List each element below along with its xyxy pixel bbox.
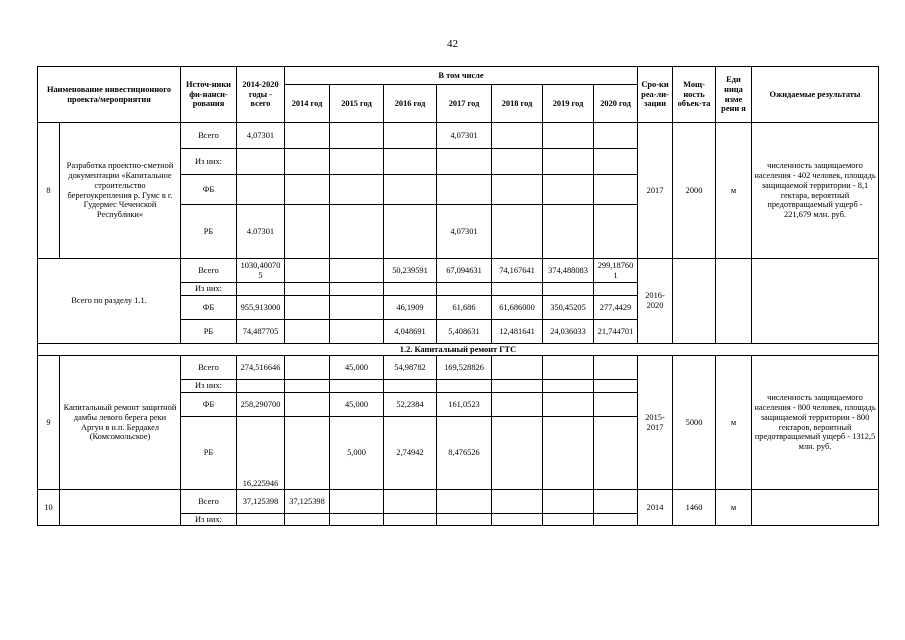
value-2017: 161,0523 [437,393,492,417]
project-name: Разработка проектно-сметной документации «Капитальное строительство берегоукрепления р. Гумс в г. Гудермес Чеченской Республики» [60,123,181,259]
value-2019: 24,036033 [543,320,594,344]
value-2017: 5,408631 [437,320,492,344]
source-incl: Из них: [181,283,237,296]
project-unit: м [716,123,752,259]
header-total: 2014-2020 годы - всего [237,67,285,123]
value-2018: 74,167641 [492,259,543,283]
source-all: Всего [181,259,237,283]
header-year-2015: 2015 год [330,85,384,123]
value-2015: 45,000 [330,393,384,417]
header-row [38,67,879,85]
project-result: численность защищаемого населения - 800 человек, площадь защищаемой территории - 800 гектаров, вероятный предотвращаемый ущерб - 1312,5 млн. руб. [752,356,879,490]
value-total: 74,487705 [237,320,285,344]
source-incl: Из них: [181,380,237,393]
value-2019: 350,45205 [543,296,594,320]
value-2020: 299,187601 [594,259,638,283]
table-row [38,490,879,514]
value-total: 1030,400705 [237,259,285,283]
value-2015: 5,000 [330,417,384,490]
section-term: 2016-2020 [638,259,673,344]
value-2016: 52,2384 [384,393,437,417]
value-2019: 374,488083 [543,259,594,283]
project-capacity: 5000 [673,356,716,490]
header-year-2020: 2020 год [594,85,638,123]
source-fb: ФБ [181,175,237,205]
value-2017: 169,528826 [437,356,492,380]
project-name: Капитальный ремонт защитной дамбы левого берега реки Аргун в н.п. Бердакел (Комсомольское) [60,356,181,490]
value-total: 274,516646 [237,356,285,380]
header-unit: Еди ница изме рени я [716,67,752,123]
section-heading: 1.2. Капитальный ремонт ГТС [38,344,879,356]
value-2014: 37,125398 [285,490,330,514]
header-year-2017: 2017 год [437,85,492,123]
table-row [38,356,879,380]
value-2017: 67,094631 [437,259,492,283]
value-total: 258,290700 [237,393,285,417]
value-2016: 54,98782 [384,356,437,380]
investment-table [37,66,879,526]
value-2017: 4,07301 [437,123,492,149]
project-capacity: 1460 [673,490,716,526]
value-2017: 61,686 [437,296,492,320]
source-incl: Из них: [181,514,237,526]
value-2015: 45,000 [330,356,384,380]
header-name: Наименование инвестиционного проекта/мероприятия [38,67,181,123]
value-total: 955,913000 [237,296,285,320]
value-2016: 50,239591 [384,259,437,283]
table-row [38,259,879,283]
project-unit: м [716,356,752,490]
value-2016: 2,74942 [384,417,437,490]
source-fb: ФБ [181,393,237,417]
value-2018: 61,686000 [492,296,543,320]
project-term: 2017 [638,123,673,259]
section-heading-row [38,344,879,356]
project-number: 10 [38,490,60,526]
value-2016: 46,1909 [384,296,437,320]
value-2020: 21,744701 [594,320,638,344]
value-2017: 4,07301 [437,205,492,259]
project-number: 9 [38,356,60,490]
page-number: 42 [447,38,458,50]
header-year-2014: 2014 год [285,85,330,123]
header-terms: Сро-ки реа-ли-зации [638,67,673,123]
project-term: 2015-2017 [638,356,673,490]
value-total: 4.07301 [237,205,285,259]
table-row [38,123,879,149]
source-all: Всего [181,123,237,149]
source-rb: РБ [181,205,237,259]
project-capacity: 2000 [673,123,716,259]
project-term: 2014 [638,490,673,526]
header-results: Ожидаемые результаты [752,67,879,123]
source-fb: ФБ [181,296,237,320]
source-rb: РБ [181,320,237,344]
value-total: 37,125398 [237,490,285,514]
header-year-2016: 2016 год [384,85,437,123]
header-capacity: Мощ-ность объек-та [673,67,716,123]
project-unit: м [716,490,752,526]
header-including: В том числе [285,67,638,85]
project-number: 8 [38,123,60,259]
header-year-2019: 2019 год [543,85,594,123]
value-2020: 277,4429 [594,296,638,320]
project-result: численность защищаемого населения - 402 человек, площадь защищаемой территории - 8,1 гектара, вероятный предотвращаемый ущерб - 221,679 млн. руб. [752,123,879,259]
value-total: 16,225946 [237,417,285,490]
source-incl: Из них: [181,149,237,175]
value-2016: 4,048691 [384,320,437,344]
value-total: 4,07301 [237,123,285,149]
value-2017: 8,476526 [437,417,492,490]
header-year-2018: 2018 год [492,85,543,123]
source-all: Всего [181,356,237,380]
source-all: Всего [181,490,237,514]
source-rb: РБ [181,417,237,490]
value-2018: 12,481641 [492,320,543,344]
section-total-label: Всего по разделу 1.1. [38,259,181,344]
header-source: Источ-ники фи-нанси-рования [181,67,237,123]
